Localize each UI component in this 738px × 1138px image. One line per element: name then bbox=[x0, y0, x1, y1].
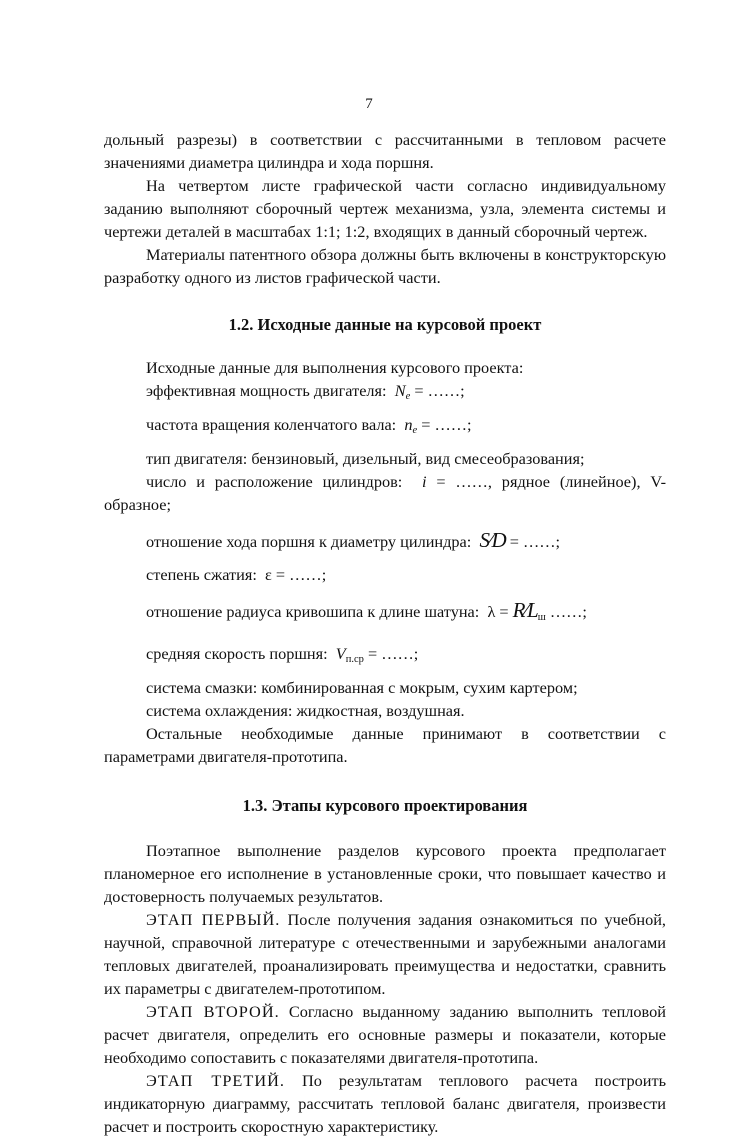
formula-subscript: ш bbox=[537, 612, 546, 623]
formula-tail: ……; bbox=[545, 602, 587, 621]
formula-tail: = ……; bbox=[505, 532, 561, 551]
stage-text: По результатам теплового расчета построить индикаторную диаграмму, рассчитать тепловой баланс двигателя, произвести расчет и построить скоростную характеристику. bbox=[104, 1071, 666, 1136]
param-label: отношение хода поршня к диаметру цилиндра: bbox=[146, 532, 472, 551]
param-power bbox=[104, 379, 666, 408]
formula-fraction: R⁄L bbox=[512, 598, 538, 622]
section-heading-1-3: 1.3. Этапы курсового проектирования bbox=[242, 796, 528, 815]
param-crank-ratio bbox=[104, 594, 666, 634]
param-label: эффективная мощность двигателя: bbox=[146, 381, 387, 400]
stage-title: ЭТАП ПЕРВЫЙ. bbox=[146, 910, 281, 929]
stage-title: ЭТАП ВТОРОЙ. bbox=[146, 1002, 280, 1021]
formula-subscript: п.ср bbox=[345, 654, 364, 665]
paragraph: Исходные данные для выполнения курсового проекта: bbox=[146, 358, 524, 377]
stage-2 bbox=[104, 1000, 666, 1069]
stage-title: ЭТАП ТРЕТИЙ. bbox=[146, 1071, 285, 1090]
param-stroke-bore bbox=[104, 524, 666, 558]
param-label: степень сжатия: bbox=[146, 565, 257, 584]
formula-tail: = ……; bbox=[363, 644, 419, 663]
formula-symbol: n bbox=[404, 415, 413, 434]
section-heading-1-2: 1.2. Исходные данные на курсовой проект bbox=[228, 315, 542, 334]
formula-subscript: e bbox=[405, 391, 411, 402]
param-type: тип двигателя: бензиновый, дизельный, вид смесеобразования; bbox=[146, 449, 585, 468]
paragraph: Материалы патентного обзора должны быть включены в конструкторскую разработку одного из листов графической части. bbox=[104, 245, 666, 287]
stage-3 bbox=[104, 1069, 666, 1138]
param-label: число и расположение цилиндров: bbox=[146, 472, 403, 491]
formula-symbol: i bbox=[422, 472, 427, 491]
page-body bbox=[104, 128, 666, 1138]
formula-tail: = ……; bbox=[410, 381, 465, 400]
paragraph: Остальные необходимые данные принимают в соответствии с параметрами двигателя-прототипа. bbox=[104, 724, 666, 766]
page-number: 7 bbox=[365, 96, 373, 112]
param-label: отношение радиуса кривошипа к длине шатуна: bbox=[146, 602, 480, 621]
paragraph: На четвертом листе графической части согласно индивидуальному заданию выполняют сборочный чертеж механизма, узла, элемента системы и чертежи деталей в масштабах 1:1; 1:2, входящих в данный сборочный чертеж. bbox=[104, 176, 666, 241]
formula-lhs: λ = bbox=[487, 602, 513, 621]
formula: ε = ……; bbox=[264, 565, 327, 584]
param-piston-speed bbox=[104, 642, 666, 671]
paragraph: дольный разрезы) в соответствии с рассчитанными в тепловом расчете значениями диаметра цилиндра и хода поршня. bbox=[104, 130, 666, 172]
formula-subscript: e bbox=[412, 425, 418, 436]
formula-tail: = ……; bbox=[417, 415, 472, 434]
param-cylinders bbox=[104, 470, 666, 516]
param-compression bbox=[104, 563, 666, 586]
stage-1 bbox=[104, 908, 666, 1000]
param-lubrication: система смазки: комбинированная с мокрым, сухим картером; bbox=[146, 678, 578, 697]
stage-text: Согласно выданному заданию выполнить тепловой расчет двигателя, определить его основные размеры и показатели, которые необходимо сопоставить с показателями двигателя-прототипа. bbox=[104, 1002, 666, 1067]
paragraph: Поэтапное выполнение разделов курсового проекта предполагает планомерное его исполнение в установленные сроки, что повышает качество и достоверность получаемых результатов. bbox=[104, 841, 666, 906]
formula-fraction: S⁄D bbox=[479, 528, 506, 552]
param-label: средняя скорость поршня: bbox=[146, 644, 328, 663]
formula-symbol: N bbox=[394, 381, 406, 400]
param-cooling: система охлаждения: жидкостная, воздушная. bbox=[146, 701, 465, 720]
stage-text: После получения задания ознакомиться по учебной, научной, справочной литературе с отечественными и зарубежными аналогами тепловых двигателей, проанализировать преимущества и недостатки, сравнить их параметры с двигателем-прототипом. bbox=[104, 910, 666, 998]
param-label: частота вращения коленчатого вала: bbox=[146, 415, 397, 434]
formula-symbol: V bbox=[335, 644, 346, 663]
formula-tail: = ……, рядное (линейное), V-образное; bbox=[104, 472, 667, 514]
param-speed bbox=[104, 413, 666, 442]
